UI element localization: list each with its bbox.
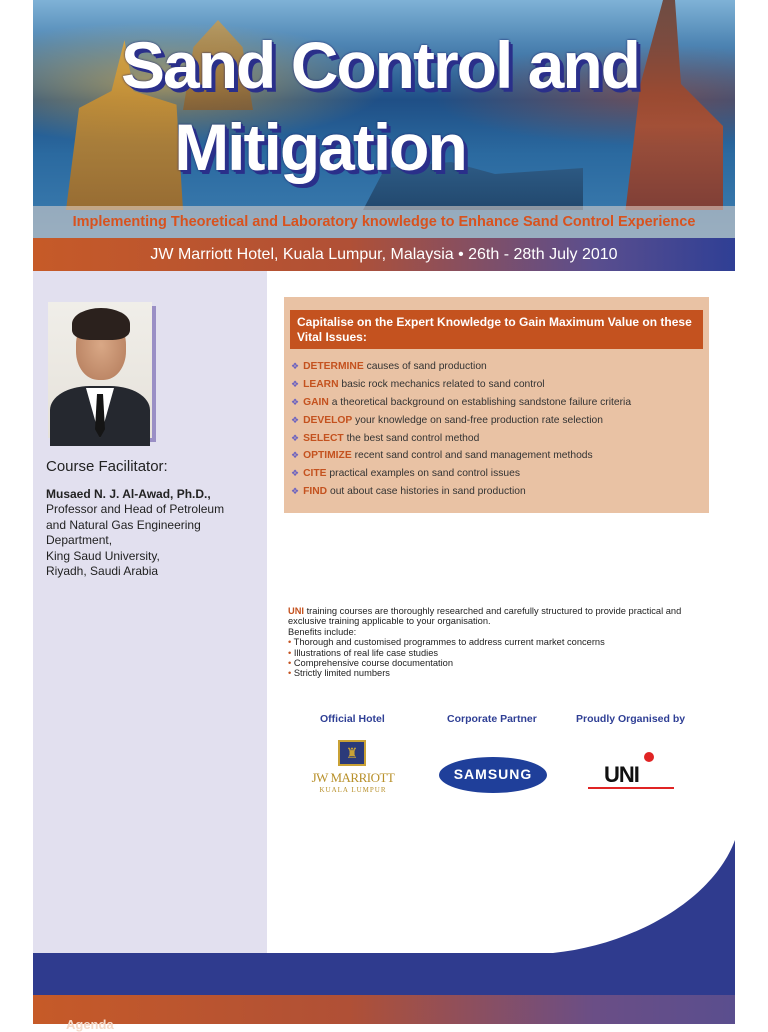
facilitator-label: Course Facilitator: — [46, 458, 168, 475]
vital-issues-box — [284, 297, 709, 513]
benefit-item: • Thorough and customised programmes to address current market concerns — [288, 637, 605, 648]
facilitator-detail: Riyadh, Saudi Arabia — [46, 564, 159, 578]
vital-issue-item: ❖ DEVELOP your knowledge on sand-free production rate selection — [291, 414, 604, 426]
vital-issues-list — [291, 359, 701, 502]
corporate-partner-label: Corporate Partner — [447, 713, 537, 725]
diamond-bullet-icon: ❖ — [291, 361, 300, 371]
subtitle: Implementing Theoretical and Laboratory knowledge to Enhance Sand Control Experience — [72, 214, 696, 230]
venue-bar — [33, 238, 735, 271]
diamond-bullet-icon: ❖ — [291, 432, 300, 443]
vital-issue-item: ❖ LEARN basic rock mechanics related to sand control — [291, 378, 545, 390]
benefit-item: • Comprehensive course documentation — [288, 658, 454, 669]
samsung-logo: SAMSUNG — [439, 757, 547, 793]
facilitator-photo — [48, 302, 152, 438]
title-line-1: Sand Control and — [121, 28, 639, 102]
decorative-swoosh — [33, 820, 735, 955]
vital-issue-item: ❖ CITE practical examples on sand control issues — [291, 468, 520, 480]
vital-issues-heading: Capitalise on the Expert Knowledge to Gain Maximum Value on these Vital Issues: — [290, 310, 703, 349]
diamond-bullet-icon: ❖ — [291, 414, 300, 425]
diamond-bullet-icon: ❖ — [291, 450, 300, 461]
vital-issue-item: ❖ FIND out about case histories in sand production — [291, 486, 526, 498]
info-text: training courses are thoroughly researched and carefully structured to provide practical and — [304, 606, 682, 616]
info-text: exclusive training applicable to your organisation. — [288, 616, 491, 627]
benefits-label: Benefits include: — [288, 626, 357, 637]
facilitator-detail: Department, — [46, 533, 113, 547]
vital-issue-item: ❖ SELECT the best sand control method — [291, 432, 480, 444]
vital-issue-item: ❖ GAIN a theoretical background on establishing sandstone failure criteria — [291, 396, 632, 408]
diamond-bullet-icon: ❖ — [291, 378, 300, 389]
course-info — [288, 606, 708, 679]
official-hotel-label: Official Hotel — [320, 713, 385, 725]
vital-issue-item: ❖ OPTIMIZE recent sand control and sand management methods — [291, 450, 593, 462]
agenda-heading: Agenda — [66, 1017, 114, 1032]
uni-keyword: UNI — [288, 606, 305, 616]
agenda-bar — [33, 995, 735, 1024]
brochure-page — [33, 0, 735, 1032]
venue-text: JW Marriott Hotel, Kuala Lumpur, Malaysia • 26th - 28th July 2010 — [150, 246, 618, 263]
facilitator-detail: Professor and Head of Petroleum — [46, 502, 225, 516]
diamond-bullet-icon: ❖ — [291, 396, 300, 407]
benefit-item: • Illustrations of real life case studies — [288, 647, 439, 658]
uni-dot-icon — [644, 752, 654, 762]
footer-band — [33, 953, 735, 995]
facilitator-detail: King Saud University, — [46, 548, 160, 563]
header-banner — [33, 0, 735, 238]
diamond-bullet-icon: ❖ — [291, 468, 300, 479]
diamond-bullet-icon: ❖ — [291, 486, 300, 497]
vital-issue-item: ❖ DETERMINE causes of sand production — [291, 361, 487, 372]
uni-logo: UNI — [583, 752, 679, 798]
title-line-2: Mitigation — [174, 110, 466, 184]
jw-marriott-logo: ♜ JW MARRIOTT KUALA LUMPUR — [303, 740, 403, 798]
benefit-item: • Strictly limited numbers — [288, 668, 390, 679]
facilitator-name: Musaed N. J. Al-Awad, Ph.D., — [46, 487, 211, 501]
facilitator-detail: and Natural Gas Engineering — [46, 517, 201, 532]
marriott-emblem-icon: ♜ — [338, 740, 366, 766]
organiser-label: Proudly Organised by — [576, 713, 686, 725]
